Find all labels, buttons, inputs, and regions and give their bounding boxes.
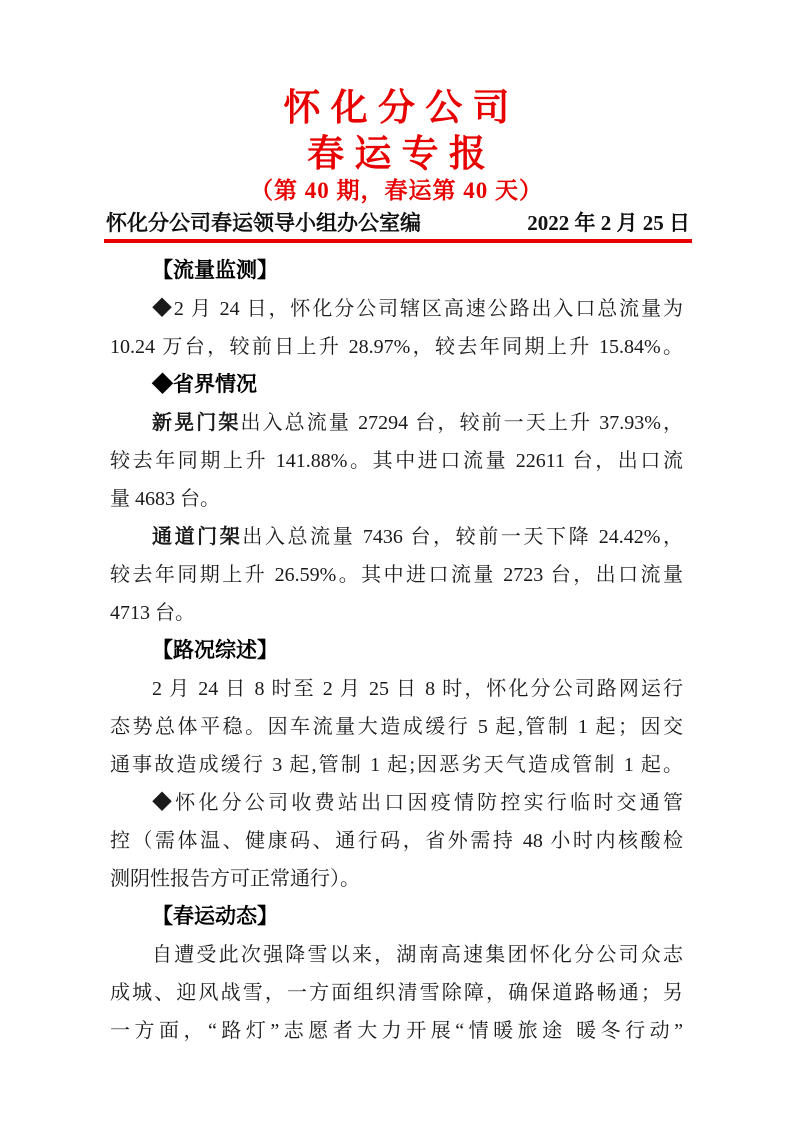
paragraph-line: 4713 台。 [110, 602, 195, 624]
paragraph-line: 控（需体温、健康码、通行码，省外需持 48 小时内核酸检 [110, 830, 683, 852]
company-title: 怀 化 分 公 司 [283, 87, 510, 128]
paragraph-line: 自遭受此次强降雪以来，湖南高速集团怀化分公司众志 [152, 944, 683, 966]
paragraph-line: ◆怀化分公司收费站出口因疫情防控实行临时交通管 [152, 792, 683, 814]
paragraph-line: 较去年同期上升 26.59%。其中进口流量 2723 台，出口流量 [110, 564, 683, 586]
paragraph-line: 通事故造成缓行 3 起,管制 1 起;因恶劣天气造成管制 1 起。 [110, 754, 683, 776]
gantry-name-xinhuang: 新晃门架 [152, 412, 241, 434]
paragraph-line: 态势总体平稳。因车流量大造成缓行 5 起,管制 1 起；因交 [110, 716, 683, 738]
paragraph-text: 出入总流量 27294 台，较前一天上升 37.93%， [240, 412, 683, 434]
report-title: 春 运 专 报 [307, 133, 486, 174]
paragraph-line [110, 404, 683, 442]
subheading-province-border: ◆省界情况 [152, 373, 257, 396]
paragraph-line: 量 4683 台。 [110, 488, 220, 510]
paragraph-line [110, 518, 683, 556]
paragraph-line: ◆2 月 24 日，怀化分公司辖区高速公路出入口总流量为 [152, 298, 683, 320]
report-body [110, 252, 683, 1050]
editor-credit: 怀化分公司春运领导小组办公室编 [106, 211, 421, 235]
paragraph-text: 出入总流量 7436 台，较前一天下降 24.42%， [242, 526, 683, 548]
issue-date: 2022 年 2 月 25 日 [527, 211, 690, 235]
paragraph-line: 较去年同期上升 141.88%。其中进口流量 22611 台，出口流 [110, 450, 683, 472]
section-heading-traffic-monitor: 【流量监测】 [152, 259, 278, 282]
gantry-name-tongdao: 通道门架 [152, 526, 243, 548]
paragraph-line: 成城、迎风战雪，一方面组织清雪除障，确保道路畅通；另 [110, 982, 683, 1004]
paragraph-line: 测阴性报告方可正常通行）。 [110, 868, 360, 890]
red-divider [104, 239, 692, 243]
paragraph-line: 2 月 24 日 8 时至 2 月 25 日 8 时，怀化分公司路网运行 [152, 678, 683, 700]
section-heading-chunyun-news: 【春运动态】 [152, 905, 278, 928]
paragraph-line: 10.24 万台，较前日上升 28.97%，较去年同期上升 15.84%。 [110, 336, 683, 358]
editor-row [106, 209, 690, 237]
paragraph-line: 一方面，“路灯”志愿者大力开展“情暖旅途 暖冬行动” [110, 1020, 683, 1042]
section-heading-road-summary: 【路况综述】 [152, 639, 278, 662]
issue-info: （第 40 期，春运第 40 天） [250, 178, 543, 203]
